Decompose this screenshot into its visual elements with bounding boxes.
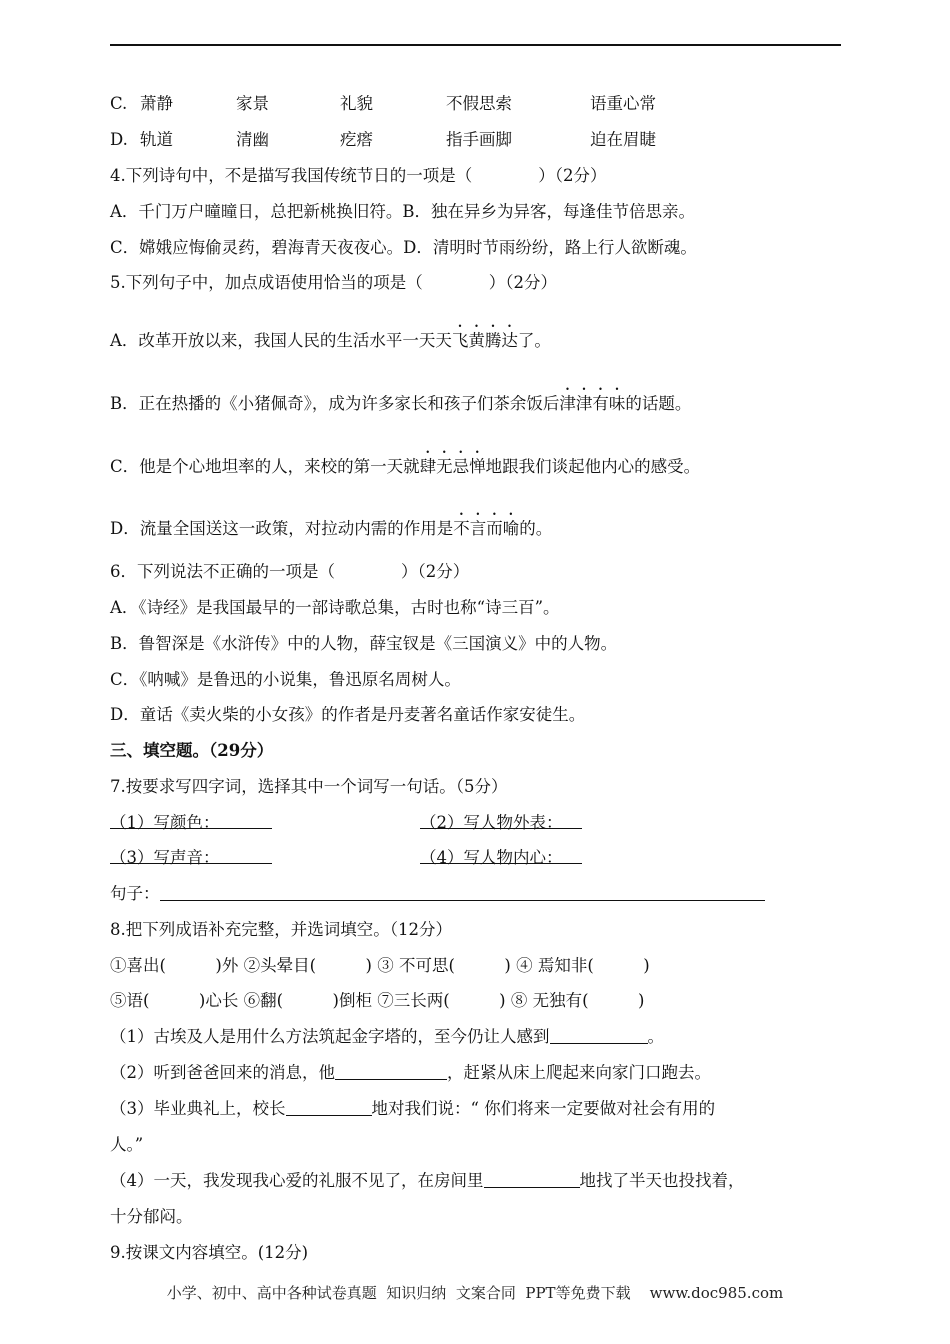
text: （3）毕业典礼上，校长: [110, 1099, 286, 1118]
q8-sentence3: [110, 1098, 715, 1120]
word: 语重心常: [590, 94, 656, 113]
text: 地对我们说：“ 你们将来一定要做对社会有用的: [371, 1099, 716, 1118]
q4-options-ab: A．千门万户曈曈日，总把新桃换旧符。B．独在异乡为异客，每逢佳节倍思亲。: [110, 202, 696, 221]
prompt: 句子：: [110, 884, 160, 903]
word: 轨道: [140, 130, 173, 149]
dotted-idiom: 飞黄腾达: [451, 331, 518, 350]
text: B．正在热播的《小猪佩奇》，成为许多家长和孩子们茶余饭后: [110, 394, 560, 413]
text: D．流量全国送这一政策，对拉动内需的作用是: [110, 519, 454, 538]
q8-sentence1: [110, 1026, 664, 1048]
q8-idioms-row2: ⑤语( )心长 ⑥翻( )倒柜 ⑦三长两( ) ⑧ 无独有( ): [110, 991, 645, 1010]
q6-stem: 6．下列说法不正确的一项是（ ）（2分）: [110, 562, 470, 581]
text: （4）一天，我发现我心爱的礼服不见了，在房间里: [110, 1171, 484, 1190]
text: 。: [647, 1027, 664, 1046]
q5-stem: 5.下列句子中，加点成语使用恰当的项是（ ）（2分）: [110, 273, 557, 292]
text: （2）听到爸爸回来的消息，他: [110, 1063, 335, 1082]
q9-stem: 9.按课文内容填空。(12分): [110, 1243, 309, 1262]
q4-stem: 4.下列诗句中，不是描写我国传统节日的一项是（ ）（2分）: [110, 166, 607, 185]
header-rule: [110, 44, 841, 46]
q6-option-c: C．《呐喊》是鲁迅的小说集，鲁迅原名周树人。: [110, 670, 461, 689]
text: 了。: [517, 331, 551, 350]
q8-sentence4: [110, 1170, 745, 1192]
answer-blank[interactable]: [420, 812, 582, 829]
option-label: D.: [110, 130, 128, 149]
q8-sentence2: [110, 1062, 711, 1084]
q8-idioms-row1: ①喜出( )外 ②头晕目( ) ③ 不可思( ) ④ 焉知非( ): [110, 956, 650, 975]
prompt: （4）写人物内心：: [420, 848, 563, 867]
q5-option-a: [110, 322, 551, 352]
q5-option-d: [110, 510, 552, 540]
text: A．改革开放以来，我国人民的生活水平一天天: [110, 331, 452, 350]
word: 家景: [236, 94, 269, 113]
q4-options-cd: C．嫦娥应悔偷灵药，碧海青天夜夜心。D．清明时节雨纷纷，路上行人欲断魂。: [110, 238, 697, 257]
answer-blank[interactable]: [335, 1063, 447, 1080]
text: 地找了半天也投找着，: [579, 1171, 745, 1190]
q5-option-b: [110, 385, 691, 415]
q6-option-d: D．童话《卖火柴的小女孩》的作者是丹麦著名童话作家安徒生。: [110, 705, 586, 724]
q8-stem: 8.把下列成语补充完整，并选词填空。（12分）: [110, 920, 452, 939]
word: 迫在眉睫: [590, 130, 656, 149]
text: （1）古埃及人是用什么方法筑起金字塔的，至今仍让人感到: [110, 1027, 550, 1046]
prompt: （2）写人物外表：: [420, 813, 563, 832]
prompt: （3）写声音：: [110, 848, 220, 867]
dotted-idiom: 津津有味: [559, 394, 626, 413]
word: 清幽: [236, 130, 269, 149]
q6-option-a: A．《诗经》是我国最早的一部诗歌总集，古时也称“诗三百”。: [110, 598, 560, 617]
q8-sentence4-cont: 十分郁闷。: [110, 1207, 193, 1226]
prompt: （1）写颜色：: [110, 813, 220, 832]
text: 的。: [519, 519, 553, 538]
text: C．他是个心地坦率的人，来校的第一天就: [110, 457, 420, 476]
sentence-blank[interactable]: [160, 884, 765, 901]
q8-sentence3-cont: 人。”: [110, 1135, 144, 1154]
word: 不假思索: [446, 94, 512, 113]
q6-option-b: B．鲁智深是《水浒传》中的人物，薛宝钗是《三国演义》中的人物。: [110, 634, 618, 653]
word: 礼貌: [340, 94, 373, 113]
text: 的话题。: [625, 394, 692, 413]
dotted-idiom: 不言而喻: [453, 519, 520, 538]
text: ，赶紧从床上爬起来向家门口跑去。: [447, 1063, 711, 1082]
page-footer: 小学、初中、高中各种试卷真题 知识归纳 文案合同 PPT等免费下载 www.doc985.com: [166, 1284, 784, 1302]
answer-blank[interactable]: [420, 847, 582, 864]
word: 萧静: [140, 94, 173, 113]
answer-blank[interactable]: [286, 1099, 372, 1116]
section-heading: 三、填空题。（29分）: [110, 741, 274, 760]
answer-blank[interactable]: [110, 812, 272, 829]
word: 指手画脚: [446, 130, 512, 149]
answer-blank[interactable]: [110, 847, 272, 864]
answer-blank[interactable]: [484, 1171, 580, 1188]
q5-option-c: [110, 448, 700, 478]
text: 地跟我们谈起他内心的感受。: [485, 457, 701, 476]
q7-sentence: [110, 883, 765, 905]
dotted-idiom: 肆无忌惮: [419, 457, 486, 476]
q7-stem: 7.按要求写四字词，选择其中一个词写一句话。（5分）: [110, 777, 508, 796]
answer-blank[interactable]: [550, 1027, 648, 1044]
word: 疙瘩: [340, 130, 373, 149]
option-label: C.: [110, 94, 128, 113]
